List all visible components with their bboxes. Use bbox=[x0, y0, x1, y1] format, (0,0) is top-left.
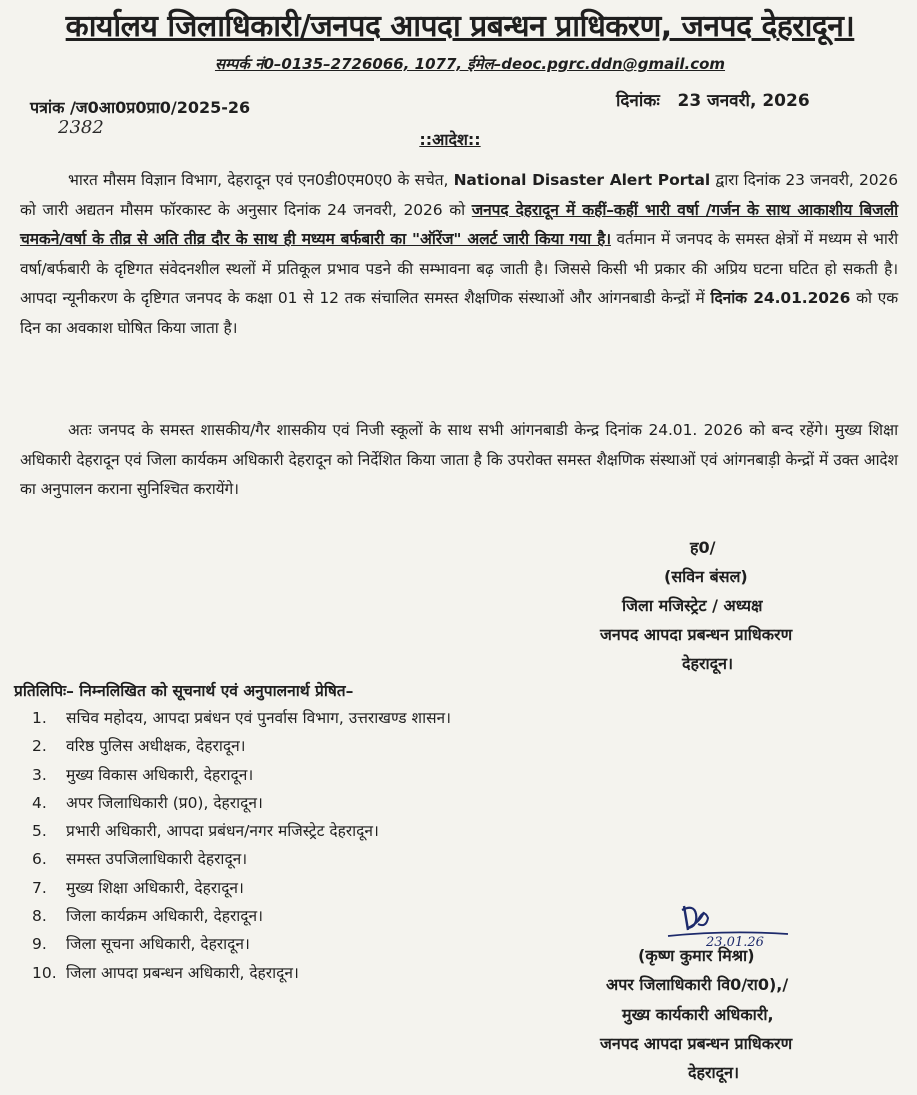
handwritten-dispatch-number: 2382 bbox=[58, 117, 104, 138]
paragraph1-part5: वर्तमान में जनपद के समस्त क्षेत्रों में मध्यम से भारी वर्षा/बर्फबारी के दृष्टिगत संवेदनशील स्थलों में प्रतिकूल प्रभाव पडने की सम्भावना बढ़ जाती है। जिससे किसी भी प्रकार की अप्रिय घटना घटित हो सकती है। आपदा न्यूनीकरण के दृष्टिगत जनपद के कक्षा 01 से 12 तक संचालित समस्त शैक्षणिक संस्थाओं और आंगनबाडी केन्द्रों में bbox=[20, 230, 899, 307]
copy-to-heading: प्रतिलिपिः– निम्नलिखित को सूचनार्थ एवं अनुपालनार्थ प्रेषित– bbox=[14, 682, 354, 700]
copy-item-text: सचिव महोदय, आपदा प्रबंधन एवं पुनर्वास विभाग, उत्तराखण्ड शासन। bbox=[66, 709, 452, 727]
reference-value: /ज0आ0प्र0प्रा0/2025-26 bbox=[69, 98, 251, 117]
signatory2-designation1: अपर जिलाधिकारी वि0/रा0),/ bbox=[606, 975, 789, 995]
copy-item-text: मुख्य शिक्षा अधिकारी, देहरादून। bbox=[66, 878, 244, 897]
paragraph1-holiday-date: दिनांक 24.01.2026 bbox=[710, 289, 851, 307]
copy-item-number: 8. bbox=[32, 907, 47, 926]
order-heading: ::आदेश:: bbox=[419, 130, 481, 149]
paragraph1-part1: भारत मौसम विज्ञान विभाग, देहरादून एवं एन0डी0एम0ए0 के सचेत, bbox=[68, 171, 449, 189]
date-label: दिनांकः bbox=[616, 91, 660, 111]
signature-date: 23.01.26 bbox=[706, 935, 764, 948]
copy-item-number: 7. bbox=[32, 878, 47, 897]
copy-item-text: प्रभारी अधिकारी, आपदा प्रबंधन/नगर मजिस्ट्रेट देहरादून। bbox=[66, 822, 379, 841]
copy-item-number: 10. bbox=[32, 963, 57, 982]
signatory1-designation: जिला मजिस्ट्रेट / अध्यक्ष bbox=[622, 596, 763, 615]
copy-list-item bbox=[32, 761, 451, 789]
paragraph2-text: अतः जनपद के समस्त शासकीय/गैर शासकीय एवं निजी स्कूलों के साथ सभी आंगनबाडी केन्द्र दिनांक 24.01. 2026 को बन्द रहेंगे। मुख्य शिक्षा अधिकारी देहरादून एवं जिला कार्यकम अधिकारी देहरादून को निर्देशित किया जाता है कि उपरोक्त समस्त शैक्षणिक संस्थाओं एवं आंगनबाड़ी केन्द्रों में उक्त आदेश का अनुपालन कराना सुनिश्चित करायेंगे। bbox=[20, 421, 898, 498]
copy-list-item bbox=[32, 930, 451, 958]
copy-item-number: 3. bbox=[32, 765, 47, 784]
adm-signature-block bbox=[596, 941, 916, 1087]
signatory1-authority: जनपद आपदा प्रबन्धन प्राधिकरण bbox=[600, 625, 793, 644]
copy-item-text: वरिष्ठ पुलिस अधीक्षक, देहरादून। bbox=[66, 737, 246, 756]
copy-list-item bbox=[32, 874, 451, 902]
copy-item-text: जिला आपदा प्रबन्धन अधिकारी, देहरादून। bbox=[66, 963, 299, 982]
copy-item-text: अपर जिलाधिकारी (प्र0), देहरादून। bbox=[66, 793, 263, 812]
paragraph1-part7: को एक दिन का अवकाश घोषित किया जाता है। bbox=[20, 289, 899, 337]
paragraph1-part3: द्वारा दिनांक 23 जनवरी, 2026 को जारी अद्यतन मौसम फॉरकास्ट के अनुसार दिनांक 24 जनवरी, 2026 को bbox=[20, 171, 898, 219]
copy-item-number: 6. bbox=[32, 850, 47, 869]
signatory2-name: (कृष्ण कुमार मिश्रा) bbox=[638, 946, 755, 965]
copy-item-text: मुख्य विकास अधिकारी, देहरादून। bbox=[66, 765, 254, 784]
issue-date bbox=[616, 88, 810, 111]
paragraph1-portal-name: National Disaster Alert Portal bbox=[453, 171, 711, 189]
copy-list-item bbox=[32, 789, 451, 817]
order-paragraph-1 bbox=[20, 166, 898, 343]
signatory1-name: (सविन बंसल) bbox=[664, 567, 748, 586]
copy-list-item bbox=[32, 845, 451, 873]
reference-label: पत्रांक bbox=[30, 98, 65, 117]
reference-number bbox=[30, 96, 250, 118]
copy-item-text: जिला कार्यक्रम अधिकारी, देहरादून। bbox=[66, 907, 264, 926]
district-magistrate-signature-block bbox=[560, 533, 860, 678]
signatory2-authority: जनपद आपदा प्रबन्धन प्राधिकरण bbox=[600, 1033, 793, 1053]
copy-list-item bbox=[32, 732, 451, 760]
copy-item-number: 9. bbox=[32, 935, 47, 954]
copy-list-item bbox=[32, 959, 451, 987]
office-title: कार्यालय जिलाधिकारी/जनपद आपदा प्रबन्धन प्राधिकरण, जनपद देहरादून। bbox=[65, 9, 855, 44]
copy-item-text: समस्त उपजिलाधिकारी देहरादून। bbox=[66, 850, 248, 869]
copy-list-item bbox=[32, 817, 451, 845]
copy-item-number: 4. bbox=[32, 793, 47, 812]
copy-item-number: 1. bbox=[32, 709, 47, 727]
paragraph1-alert-highlight: जनपद देहरादून में कहीं–कहीं भारी वर्षा /गर्जन के साथ आकाशीय बिजली चमकने/वर्षा के तीव्र से अति तीव्र दौर के साथ ही मध्यम बर्फबारी का "ऑरेंज" अलर्ट जारी किया गया है। bbox=[20, 200, 899, 248]
signatory2-designation2: मुख्य कार्यकारी अधिकारी, bbox=[622, 1004, 774, 1024]
signatory2-place: देहरादून। bbox=[688, 1063, 740, 1083]
signed-mark: ह0/ bbox=[690, 538, 716, 557]
copy-to-list bbox=[32, 704, 451, 987]
order-paragraph-2 bbox=[20, 416, 898, 505]
copy-item-text: जिला सूचना अधिकारी, देहरादून। bbox=[66, 935, 250, 954]
date-value: 23 जनवरी, 2026 bbox=[677, 91, 810, 111]
copy-list-item bbox=[32, 902, 451, 930]
copy-list-item bbox=[32, 704, 451, 732]
copy-item-number: 2. bbox=[32, 737, 47, 756]
copy-item-number: 5. bbox=[32, 822, 47, 841]
signatory1-place: देहरादून। bbox=[682, 654, 734, 673]
contact-line: सम्पर्क नं0–0135–2726066, 1077, ईमेल–deoc.pgrc.ddn@gmail.com bbox=[214, 55, 726, 73]
